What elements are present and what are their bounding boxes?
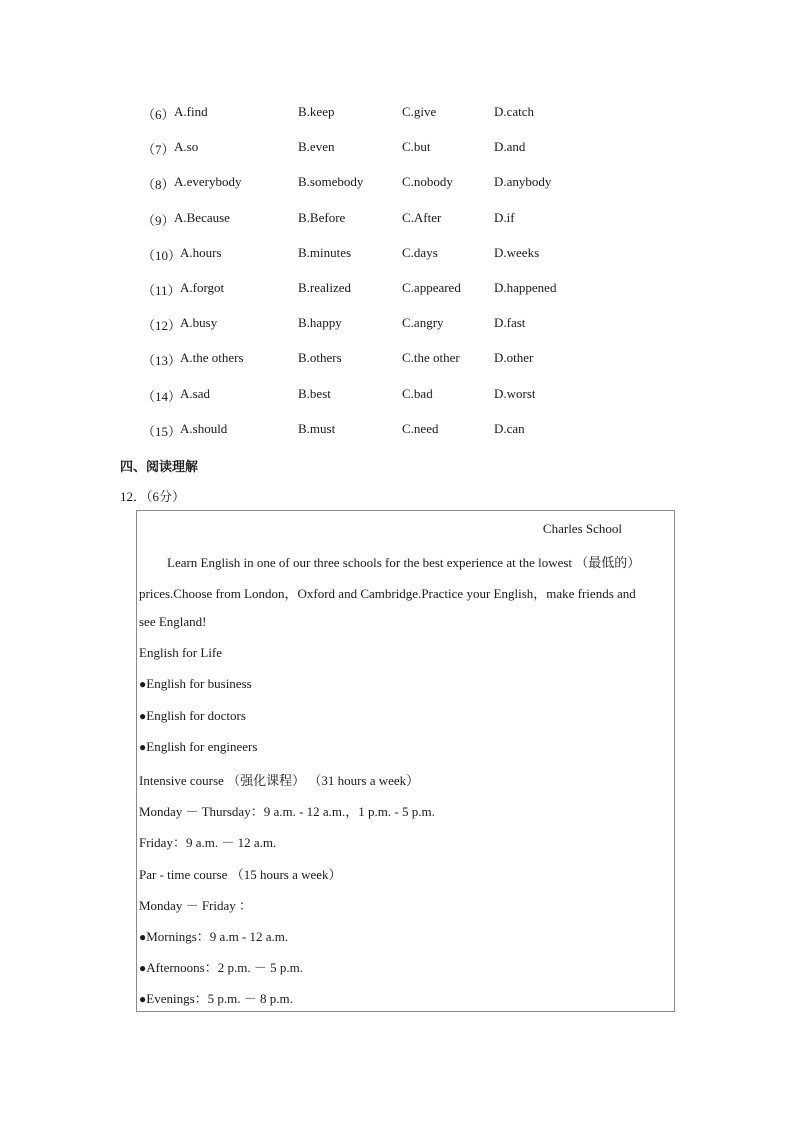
intro-line: Learn English in one of our three schools for the best experience at the lowest （最低的） [167,555,641,570]
option-b: B.others [298,350,342,366]
part-time-item [139,957,303,976]
option-c: C.give [402,104,437,119]
option-b: B.must [298,420,336,436]
option-a: A.should [180,420,228,436]
option-number: （7） [142,142,175,158]
bullet-icon: ● [139,992,147,1006]
course-heading: English for Life [139,645,223,660]
option-a: A.find [174,104,208,119]
option-b: B.Before [298,209,346,225]
option-c: C.but [402,139,431,155]
option-d: D.worst [494,385,536,401]
option-b: B.minutes [298,244,352,260]
option-b: B.happy [298,315,342,331]
option-b: B.somebody [298,174,364,190]
course-item [139,739,257,755]
part-time-days: Monday － Friday ： [139,898,253,913]
option-c: C.nobody [402,174,453,190]
option-d: D.happened [494,279,557,295]
option-a: A.hours [180,244,222,260]
option-c: C.the other [402,350,460,366]
intensive-schedule: Friday：9 a.m. － 12 a.m. [139,835,277,850]
option-a: A.busy [180,315,218,331]
part-time-item-label: Afternoons：2 p.m. － 5 p.m. [146,960,303,975]
option-d: D.fast [494,315,526,331]
course-item [139,676,252,692]
option-number: （6） [142,107,175,122]
course-item-label: English for business [146,676,252,691]
option-number: （8） [142,177,175,193]
option-c: C.appeared [402,279,461,295]
option-b: B.keep [298,104,335,119]
part-time-item-label: Mornings：9 a.m - 12 a.m. [146,929,289,944]
option-d: D.catch [494,104,535,119]
option-c: C.angry [402,315,444,331]
option-b: B.best [298,385,331,401]
course-item [139,708,246,724]
option-c: C.bad [402,385,433,401]
option-a: A.the others [180,350,244,366]
option-number: （15） [142,423,182,439]
option-b: B.even [298,139,335,155]
option-d: D.and [494,139,526,155]
bullet-icon: ● [139,961,147,975]
section-title: 四、阅读理解 [120,460,199,475]
option-a: A.Because [174,209,230,225]
option-number: （11） [142,282,181,298]
option-a: A.sad [180,385,210,401]
option-d: D.can [494,420,525,436]
option-c: C.need [402,420,439,436]
bullet-icon: ● [139,677,147,691]
bullet-icon: ● [139,930,147,944]
part-time-item [139,988,293,1007]
option-d: D.anybody [494,174,552,190]
option-number: （9） [142,212,175,228]
school-name: Charles School [542,521,622,536]
intro-line: see England! [139,614,207,629]
option-c: C.days [402,244,438,260]
intensive-schedule: Monday － Thursday：9 a.m. - 12 a.m.，1 p.m. - 5 p.m. [139,804,435,819]
part-time-item [139,926,288,945]
option-number: （12） [142,318,182,334]
option-number: （14） [142,388,182,404]
option-d: D.if [494,209,515,225]
bullet-icon: ● [139,740,147,754]
course-item-label: English for doctors [146,708,246,723]
part-time-title: Par - time course （15 hours a week） [139,867,342,882]
bullet-icon: ● [139,709,147,723]
passage-box [136,510,675,1012]
option-c: C.After [402,209,442,225]
option-b: B.realized [298,279,352,295]
option-number: （13） [142,353,182,369]
option-a: A.forgot [180,279,225,295]
option-a: A.everybody [174,174,242,190]
question-label: 12．（6分） [120,489,186,504]
intro-line: prices.Choose from London，Oxford and Cambridge.Practice your English，make friends and [139,586,636,601]
option-a: A.so [174,139,199,155]
part-time-item-label: Evenings：5 p.m. － 8 p.m. [146,991,293,1006]
intensive-title: Intensive course （强化课程） （31 hours a week） [139,773,420,788]
option-number: （10） [142,247,182,263]
course-item-label: English for engineers [146,739,258,754]
option-d: D.other [494,350,534,366]
option-d: D.weeks [494,244,540,260]
